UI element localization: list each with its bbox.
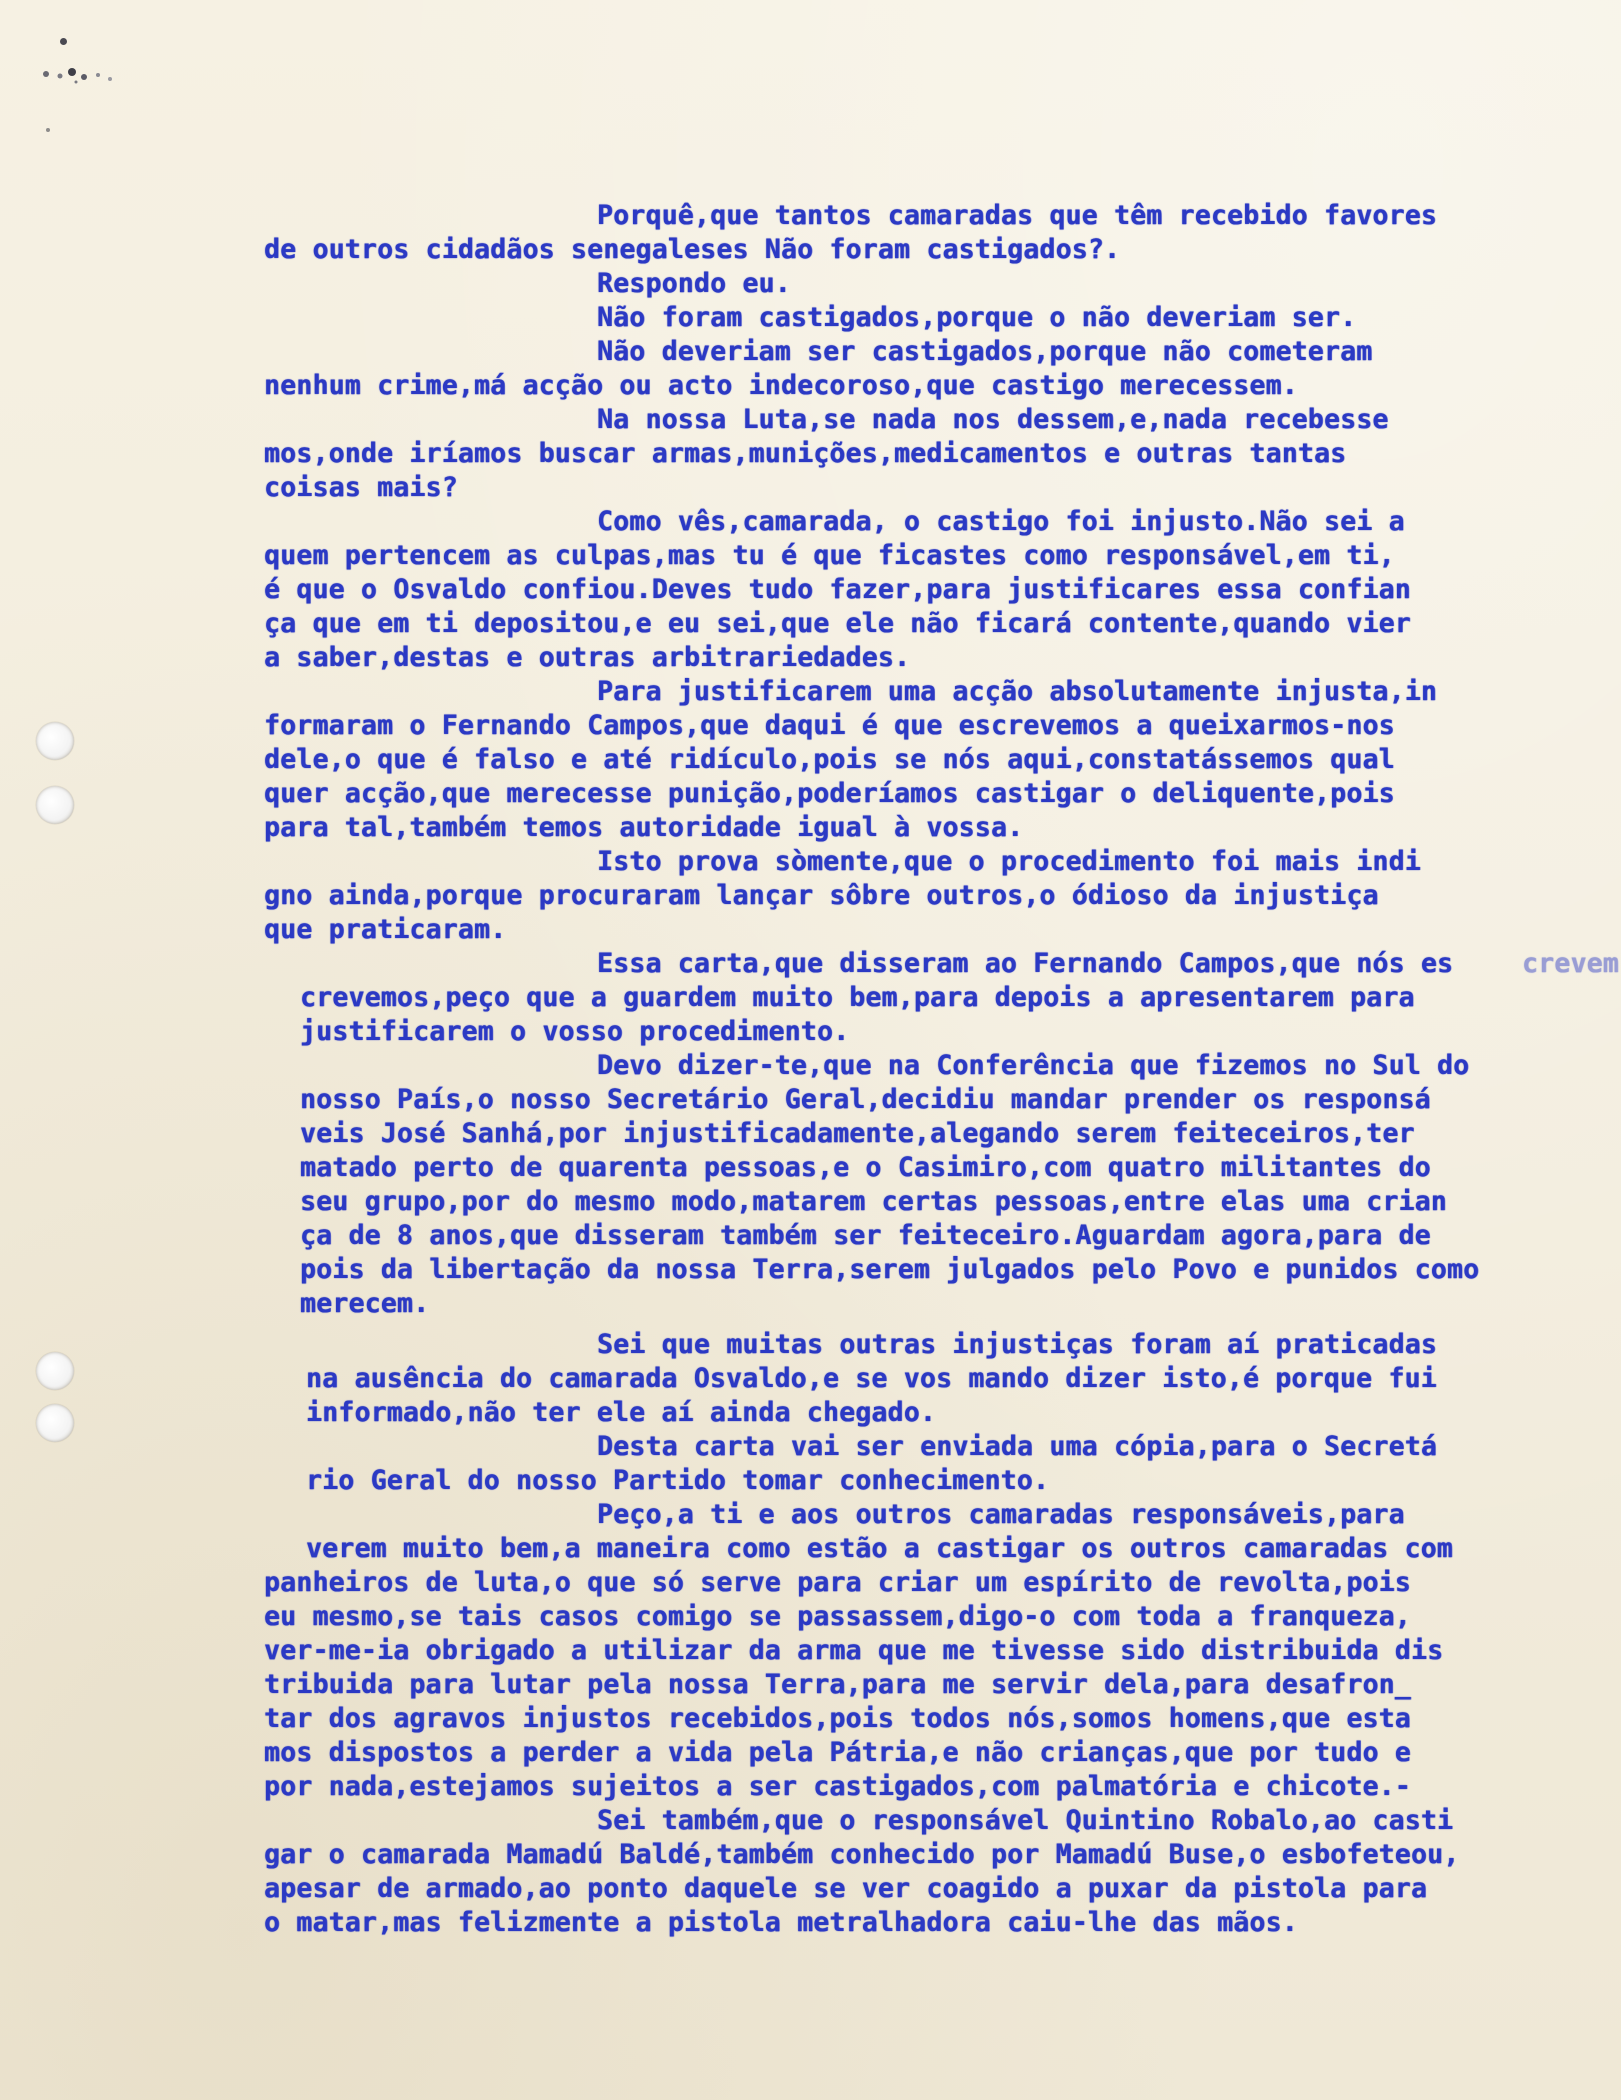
letter-line: gar o camarada Mamadú Baldé,também conhecido por Mamadú Buse,o esbofeteou, [264, 1839, 1460, 1870]
letter-line: Sei que muitas outras injustiças foram aí praticadas [597, 1329, 1438, 1360]
letter-line: de outros cidadãos senegaleses Não foram castigados?. [264, 234, 1121, 265]
letter-line: ça de 8 anos,que disseram também ser feiteceiro.Aguardam agora,para de [300, 1220, 1431, 1251]
letter-line: Peço,a ti e aos outros camaradas responsáveis,para [597, 1499, 1405, 1530]
letter-line: Para justificarem uma acção absolutamente injusta,in [597, 676, 1438, 707]
letter-line: dele,o que é falso e até ridículo,pois se nós aqui,constatássemos qual [264, 744, 1395, 775]
letter-line: na ausência do camarada Osvaldo,e se vos mando dizer isto,é porque fui [306, 1363, 1437, 1394]
letter-line: Sei também,que o responsável Quintino Robalo,ao casti [597, 1805, 1454, 1836]
letter-line: mos dispostos a perder a vida pela Pátria,e não crianças,que por tudo e [264, 1737, 1411, 1768]
letter-line: tribuida para lutar pela nossa Terra,para me servir dela,para desafron_ [264, 1669, 1411, 1700]
letter-line: veis José Sanhá,por injustificadamente,alegando serem feiteceiros,ter [300, 1118, 1415, 1149]
letter-line: informado,não ter ele aí ainda chegado. [306, 1397, 937, 1428]
margin-overflow-text: crevem [1522, 948, 1619, 979]
letter-line: panheiros de luta,o que só serve para criar um espírito de revolta,pois [264, 1567, 1411, 1598]
letter-line: Desta carta vai ser enviada uma cópia,para o Secretá [597, 1431, 1438, 1462]
letter-line: que praticaram. [264, 914, 507, 945]
letter-line: apesar de armado,ao ponto daquele se ver coagido a puxar da pistola para [264, 1873, 1428, 1904]
letter-line: a saber,destas e outras arbitrariedades. [264, 642, 911, 673]
letter-line: justificarem o vosso procedimento. [300, 1016, 850, 1047]
letter-line: ça que em ti depositou,e eu sei,que ele não ficará contente,quando vier [264, 608, 1411, 639]
letter-line: Como vês,camarada, o castigo foi injusto.Não sei a [597, 506, 1405, 537]
letter-line: ver-me-ia obrigado a utilizar da arma que me tivesse sido distribuida dis [264, 1635, 1444, 1666]
letter-line: nosso País,o nosso Secretário Geral,decidiu mandar prender os responsá [300, 1084, 1431, 1115]
letter-line: pois da libertação da nossa Terra,serem julgados pelo Povo e punidos como [300, 1254, 1480, 1285]
letter-line: matado perto de quarenta pessoas,e o Casimiro,com quatro militantes do [300, 1152, 1431, 1183]
letter-line: o matar,mas felizmente a pistola metralhadora caiu-lhe das mãos. [264, 1907, 1298, 1938]
letter-line: Porquê,que tantos camaradas que têm recebido favores [597, 200, 1438, 231]
letter-line: verem muito bem,a maneira como estão a castigar os outros camaradas com [306, 1533, 1453, 1564]
letter-line: crevemos,peço que a guardem muito bem,para depois a apresentarem para [300, 982, 1415, 1013]
letter-line: mos,onde iríamos buscar armas,munições,medicamentos e outras tantas [264, 438, 1347, 469]
letter-line: por nada,estejamos sujeitos a ser castigados,com palmatória e chicote.- [264, 1771, 1411, 1802]
letter-line: quem pertencem as culpas,mas tu é que ficastes como responsável,em ti, [264, 540, 1395, 571]
letter-line: é que o Osvaldo confiou.Deves tudo fazer,para justificares essa confian [264, 574, 1411, 605]
letter-line: Na nossa Luta,se nada nos dessem,e,nada recebesse [597, 404, 1389, 435]
letter-line: eu mesmo,se tais casos comigo se passassem,digo-o com toda a franqueza, [264, 1601, 1411, 1632]
letter-line: formaram o Fernando Campos,que daqui é que escrevemos a queixarmos-nos [264, 710, 1395, 741]
letter-line: coisas mais? [264, 472, 458, 503]
letter-line: Isto prova sòmente,que o procedimento foi mais indi [597, 846, 1421, 877]
letter-line: Não foram castigados,porque o não deveriam ser. [597, 302, 1357, 333]
letter-line: tar dos agravos injustos recebidos,pois todos nós,somos homens,que esta [264, 1703, 1411, 1734]
letter-line: Devo dizer-te,que na Conferência que fizemos no Sul do [597, 1050, 1470, 1081]
letter-line: nenhum crime,má acção ou acto indecoroso,que castigo merecessem. [264, 370, 1298, 401]
letter-line: Essa carta,que disseram ao Fernando Campos,que nós es [597, 948, 1454, 979]
letter-line: Não deveriam ser castigados,porque não cometeram [597, 336, 1373, 367]
letter-line: gno ainda,porque procuraram lançar sôbre outros,o ódioso da injustiça [264, 880, 1379, 911]
letter-line: para tal,também temos autoridade igual à vossa. [264, 812, 1024, 843]
letter-line: Respondo eu. [597, 268, 791, 299]
letter-line: merecem. [300, 1288, 430, 1319]
letter-line: quer acção,que merecesse punição,poderíamos castigar o deliquente,pois [264, 778, 1395, 809]
letter-line: seu grupo,por do mesmo modo,matarem certas pessoas,entre elas uma crian [300, 1186, 1447, 1217]
letter-line: rio Geral do nosso Partido tomar conhecimento. [306, 1465, 1050, 1496]
